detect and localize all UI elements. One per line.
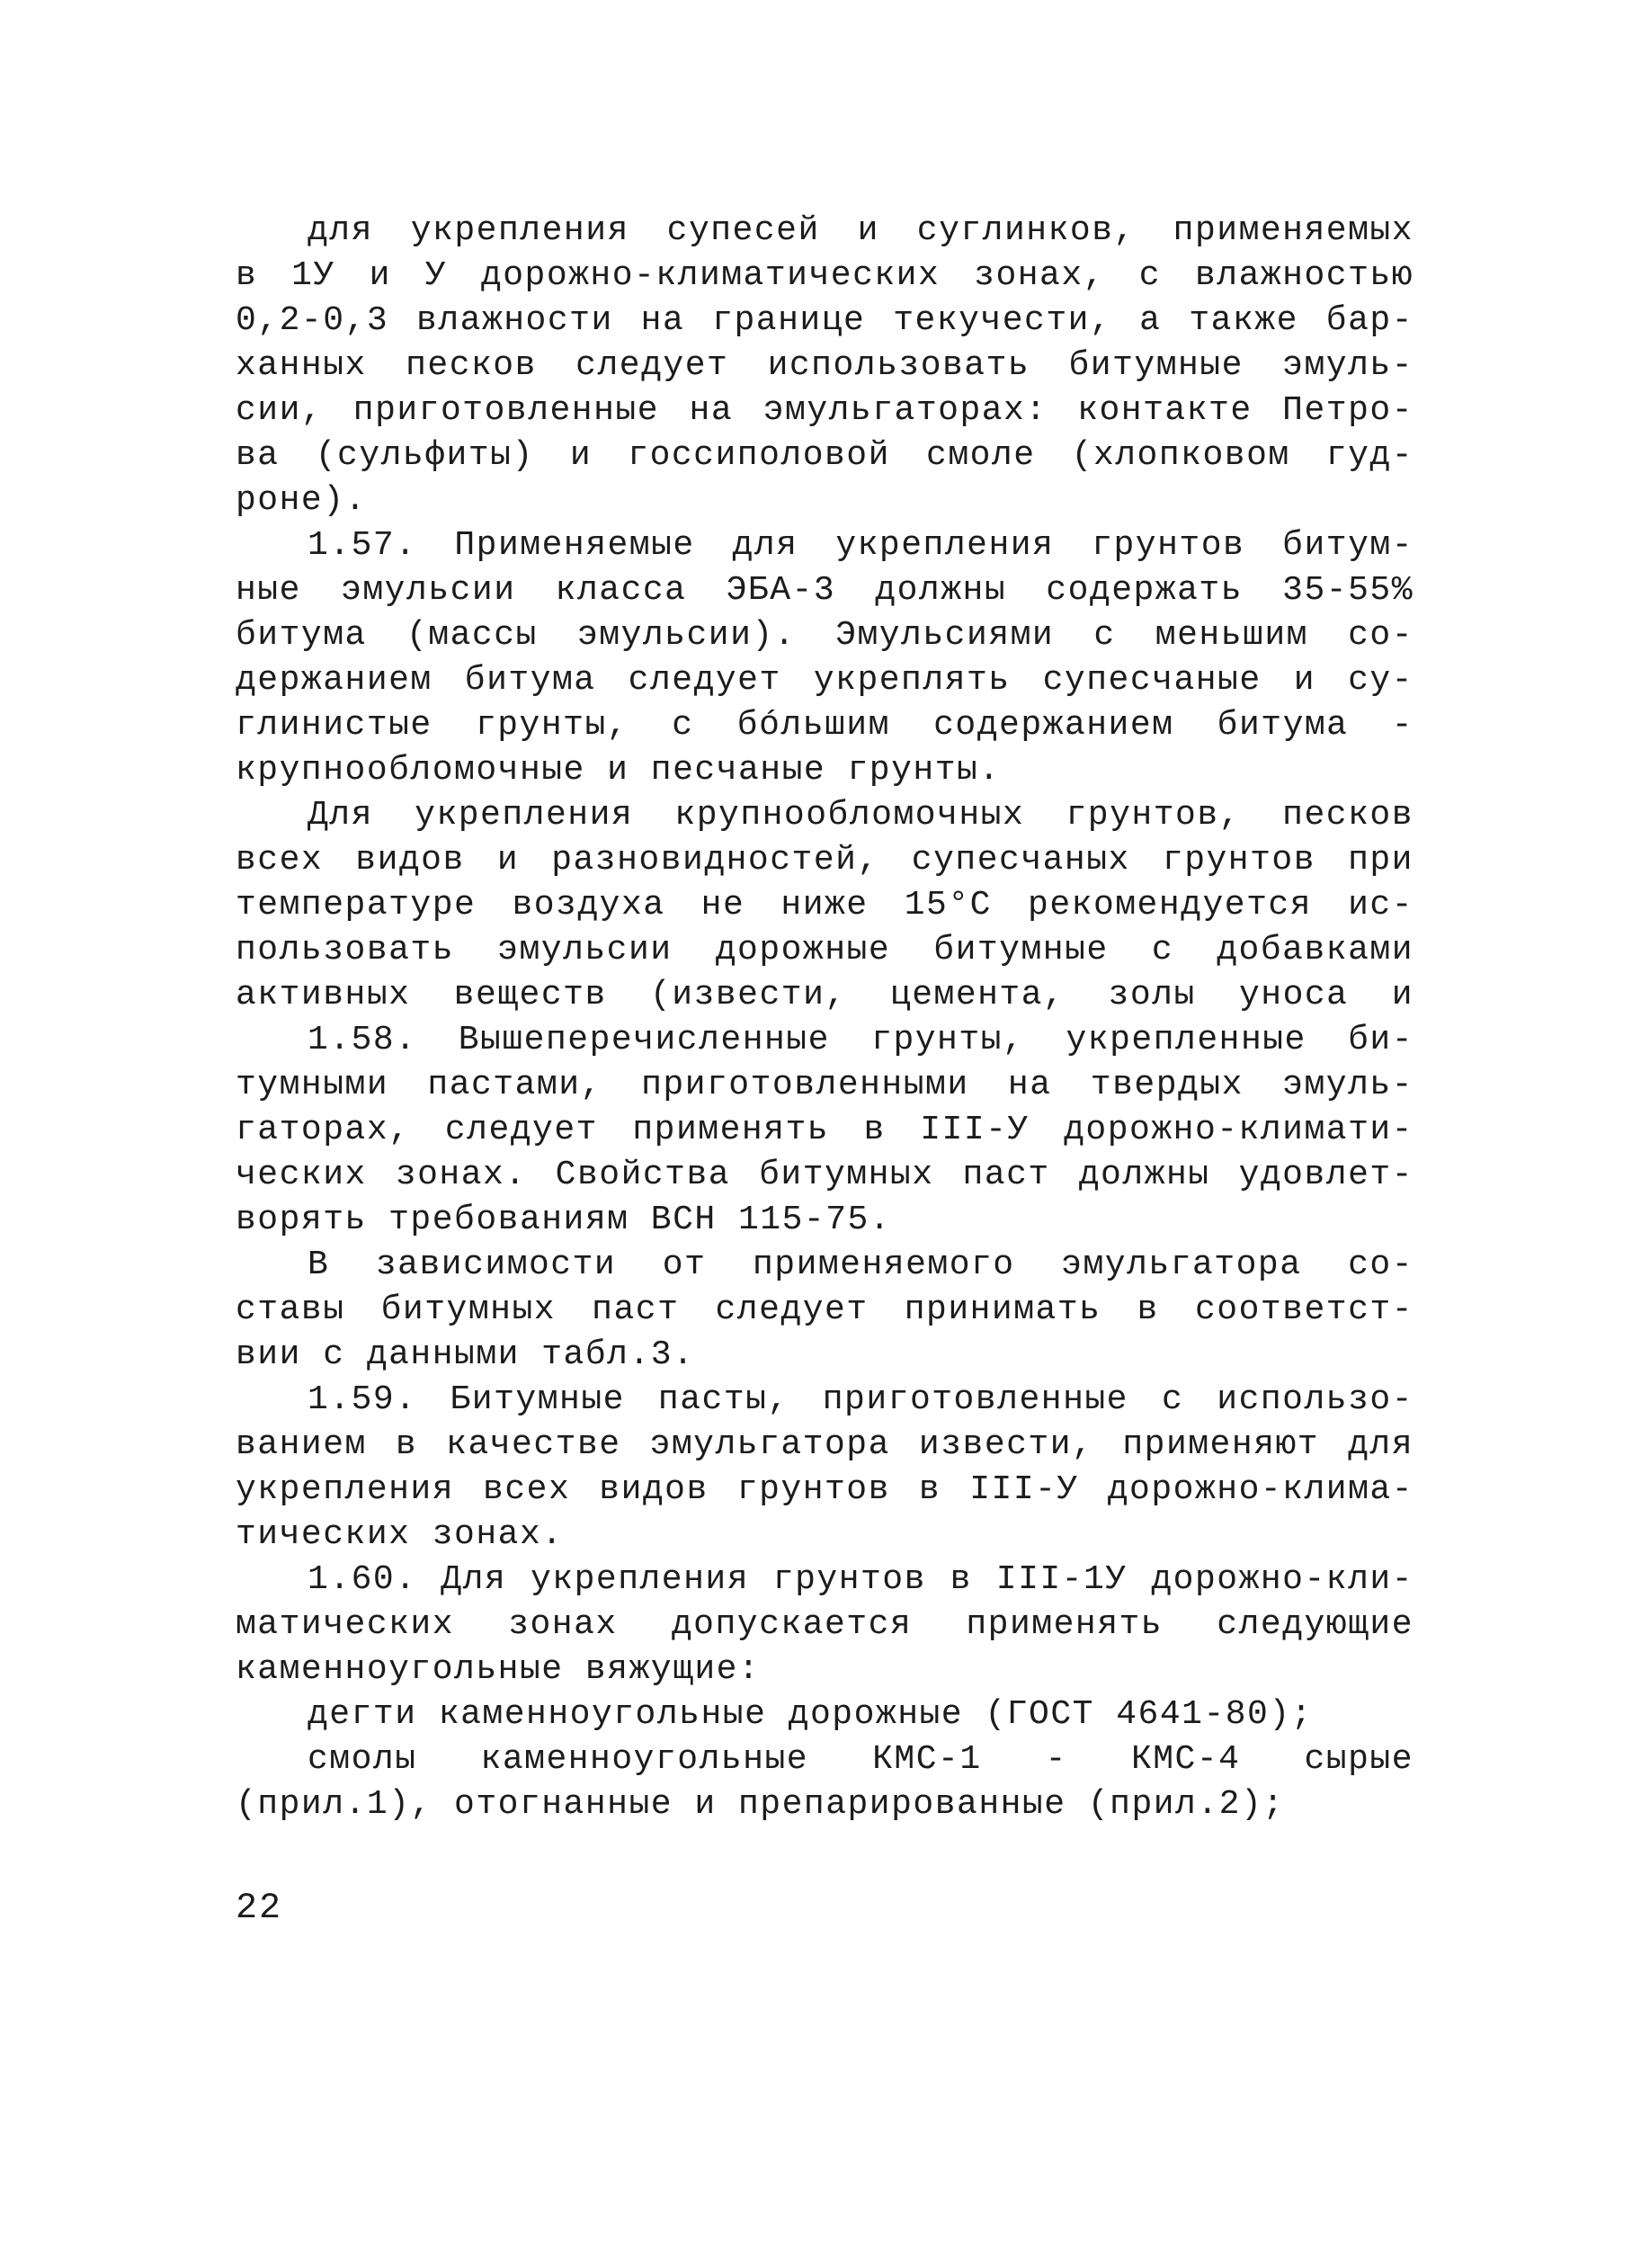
text-line: крупнообломочные и песчаные грунты. xyxy=(236,751,1001,790)
text-line: смолы каменноугольные КМС-1 - КМС-4 сырые xyxy=(308,1740,1414,1779)
text-line: глинистые грунты, с бóльшим содержанием битума - xyxy=(236,706,1414,745)
text-line: укрепления всех видов грунтов в III-У дорожно-клима- xyxy=(236,1470,1414,1509)
text-line: (прил.1), отогнанные и препарированные (прил.2); xyxy=(236,1785,1285,1824)
text-line: ные эмульсии класса ЭБА-3 должны содержать 35-55% xyxy=(236,571,1414,610)
text-line: в 1У и У дорожно-климатических зонах, с влажностью xyxy=(236,256,1414,295)
text-line: ванием в качестве эмульгатора извести, применяют для xyxy=(236,1425,1414,1464)
text-line: матических зонах допускается применять следующие xyxy=(236,1605,1414,1644)
text-line: каменноугольные вяжущие: xyxy=(236,1650,761,1689)
text-line: ва (сульфиты) и госсиполовой смоле (хлопковом гуд- xyxy=(236,436,1414,475)
text-line: 1.57. Применяемые для укрепления грунтов битум- xyxy=(308,526,1414,565)
body-text xyxy=(236,209,1414,1827)
text-line: гаторах, следует применять в III-У дорожно-климати- xyxy=(236,1111,1414,1149)
text-line: ханных песков следует использовать битумные эмуль- xyxy=(236,346,1414,385)
text-line: ставы битумных паст следует принимать в соответст- xyxy=(236,1290,1414,1329)
page-number: 22 xyxy=(236,1889,283,1929)
text-line: пользовать эмульсии дорожные битумные с добавками xyxy=(236,931,1414,969)
text-line: 1.58. Вышеперечисленные грунты, укрепленные би- xyxy=(308,1021,1414,1059)
text-line: 1.60. Для укрепления грунтов в III-1У дорожно-кли- xyxy=(308,1560,1414,1599)
text-line: активных веществ (извести, цемента, золы уноса и xyxy=(236,976,1414,1014)
text-line: битума (массы эмульсии). Эмульсиями с меньшим со- xyxy=(236,616,1414,655)
text-line: ческих зонах. Свойства битумных паст должны удовлет- xyxy=(236,1156,1414,1194)
text-line: для укрепления супесей и суглинков, применяемых xyxy=(308,211,1414,250)
text-line: держанием битума следует укреплять супесчаные и су- xyxy=(236,661,1414,700)
text-line: тических зонах. xyxy=(236,1515,564,1554)
text-line: В зависимости от применяемого эмульгатора со- xyxy=(308,1246,1414,1284)
text-line: всех видов и разновидностей, супесчаных грунтов при xyxy=(236,841,1414,880)
text-line: сии, приготовленные на эмульгаторах: контакте Петро- xyxy=(236,391,1414,430)
text-line: роне). xyxy=(236,481,367,520)
text-line: Для укрепления крупнообломочных грунтов, песков xyxy=(308,796,1414,835)
text-line: 1.59. Битумные пасты, приготовленные с использо- xyxy=(308,1380,1414,1419)
text-line: ворять требованиям ВСН 115-75. xyxy=(236,1201,892,1239)
text-line: температуре воздуха не ниже 15°С рекомендуется ис- xyxy=(236,886,1414,924)
text-line: тумными пастами, приготовленными на твердых эмуль- xyxy=(236,1066,1414,1104)
text-line: дегти каменноугольные дорожные (ГОСТ 4641-80); xyxy=(308,1695,1313,1734)
text-line: 0,2-0,3 влажности на границе текучести, а также бар- xyxy=(236,301,1414,340)
text-line: вии с данными табл.3. xyxy=(236,1335,695,1374)
